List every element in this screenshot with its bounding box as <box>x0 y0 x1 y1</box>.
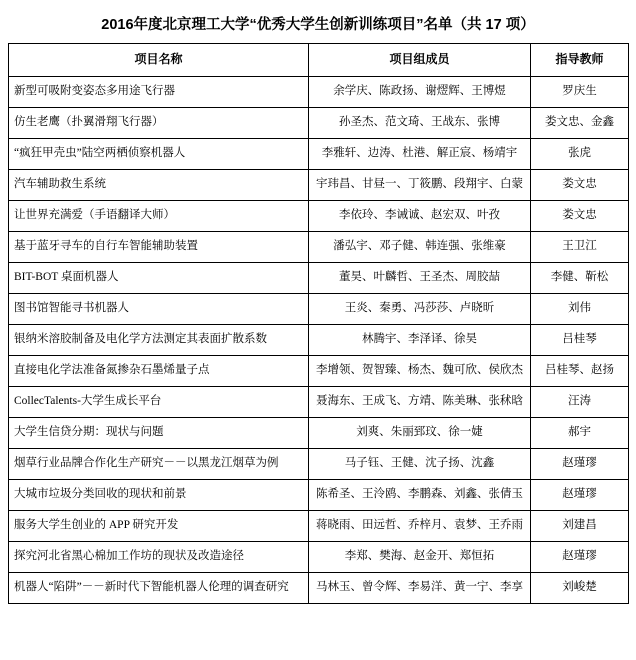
cell-teacher: 王卫江 <box>531 232 629 263</box>
cell-members: 李依玲、李诫诚、赵宏双、叶孜 <box>309 201 531 232</box>
cell-project-name: 大学生信贷分期：现状与问题 <box>9 418 309 449</box>
column-header-project-name: 项目名称 <box>9 44 309 77</box>
column-header-members: 项目组成员 <box>309 44 531 77</box>
cell-members: 王炎、秦勇、冯莎莎、卢晓昕 <box>309 294 531 325</box>
cell-project-name: 基于蓝牙寻车的自行车智能辅助装置 <box>9 232 309 263</box>
cell-teacher: 吕桂琴 <box>531 325 629 356</box>
cell-project-name: “疯狂甲壳虫”陆空两栖侦察机器人 <box>9 139 309 170</box>
page-title: 2016年度北京理工大学“优秀大学生创新训练项目”名单（共 17 项） <box>101 17 535 33</box>
cell-members: 潘弘宇、邓子健、韩连强、张维豪 <box>309 232 531 263</box>
cell-teacher: 赵瑾璆 <box>531 542 629 573</box>
cell-teacher: 郝宇 <box>531 418 629 449</box>
table-row <box>9 77 629 108</box>
cell-project-name: 大城市垃圾分类回收的现状和前景 <box>9 480 309 511</box>
cell-project-name: 直接电化学法准备氮掺杂石墨烯量子点 <box>9 356 309 387</box>
cell-members: 宇玮昌、甘昼一、丁筱鹏、段翔宇、白蒙 <box>309 170 531 201</box>
cell-project-name: 服务大学生创业的 APP 研究开发 <box>9 511 309 542</box>
table-header <box>9 44 629 77</box>
cell-members: 蒋晓雨、田远哲、乔梓月、袁梦、王乔雨 <box>309 511 531 542</box>
cell-members: 余学庆、陈政扬、谢熤辉、王博煜 <box>309 77 531 108</box>
cell-members: 李雅轩、边涛、杜港、解正宸、杨靖宇 <box>309 139 531 170</box>
cell-teacher: 娄文忠 <box>531 170 629 201</box>
cell-members: 李增领、贺智臻、杨杰、魏可欣、侯欣杰 <box>309 356 531 387</box>
cell-teacher: 李健、靳松 <box>531 263 629 294</box>
table-row <box>9 201 629 232</box>
table-row <box>9 480 629 511</box>
cell-project-name: 图书馆智能寻书机器人 <box>9 294 309 325</box>
cell-project-name: 让世界充满爱（手语翻译大师） <box>9 201 309 232</box>
cell-teacher: 罗庆生 <box>531 77 629 108</box>
table-row <box>9 418 629 449</box>
cell-project-name: 汽车辅助救生系统 <box>9 170 309 201</box>
cell-teacher: 张虎 <box>531 139 629 170</box>
table-row <box>9 511 629 542</box>
table-row <box>9 542 629 573</box>
table-row <box>9 449 629 480</box>
table-row <box>9 387 629 418</box>
cell-teacher: 刘峻楚 <box>531 573 629 604</box>
cell-members: 马林玉、曾令辉、李易洋、黄一宁、李享 <box>309 573 531 604</box>
table-row <box>9 263 629 294</box>
cell-project-name: 仿生老鹰（扑翼滑翔飞行器） <box>9 108 309 139</box>
table-row <box>9 356 629 387</box>
project-roster-table <box>8 43 629 604</box>
cell-members: 董昊、叶麟哲、王圣杰、周胶喆 <box>309 263 531 294</box>
cell-project-name: 机器人“陷阱”－－新时代下智能机器人伦理的调查研究 <box>9 573 309 604</box>
cell-teacher: 赵瑾璆 <box>531 449 629 480</box>
cell-teacher: 汪涛 <box>531 387 629 418</box>
table-row <box>9 170 629 201</box>
table-row <box>9 325 629 356</box>
cell-teacher: 刘建昌 <box>531 511 629 542</box>
cell-project-name: CollecTalents-大学生成长平台 <box>9 387 309 418</box>
cell-project-name: 探究河北省黑心棉加工作坊的现状及改造途径 <box>9 542 309 573</box>
cell-teacher: 刘伟 <box>531 294 629 325</box>
cell-members: 马子钰、王健、沈子扬、沈鑫 <box>309 449 531 480</box>
cell-project-name: 新型可吸附变姿态多用途飞行器 <box>9 77 309 108</box>
cell-teacher: 娄文忠 <box>531 201 629 232</box>
table-row <box>9 232 629 263</box>
cell-teacher: 娄文忠、金鑫 <box>531 108 629 139</box>
table-row <box>9 573 629 604</box>
cell-members: 林腾宇、李泽译、徐昊 <box>309 325 531 356</box>
table-row <box>9 108 629 139</box>
cell-project-name: BIT-BOT 桌面机器人 <box>9 263 309 294</box>
cell-project-name: 银纳米溶胶制备及电化学方法测定其表面扩散系数 <box>9 325 309 356</box>
cell-members: 孙圣杰、范文琦、王战东、张博 <box>309 108 531 139</box>
column-header-teacher: 指导教师 <box>531 44 629 77</box>
table-header-row <box>9 44 629 77</box>
cell-members: 刘爽、朱丽郅玟、徐一婕 <box>309 418 531 449</box>
cell-members: 李郑、樊海、赵金开、郑恒拓 <box>309 542 531 573</box>
cell-project-name: 烟草行业品牌合作化生产研究－－以黑龙江烟草为例 <box>9 449 309 480</box>
cell-members: 聂海东、王成飞、方靖、陈美琳、张秫晗 <box>309 387 531 418</box>
table-row <box>9 139 629 170</box>
table-row <box>9 294 629 325</box>
cell-members: 陈希圣、王泠鸥、李鹏森、刘鑫、张倩玉 <box>309 480 531 511</box>
table-body <box>9 77 629 604</box>
cell-teacher: 吕桂琴、赵扬 <box>531 356 629 387</box>
cell-teacher: 赵瑾璆 <box>531 480 629 511</box>
